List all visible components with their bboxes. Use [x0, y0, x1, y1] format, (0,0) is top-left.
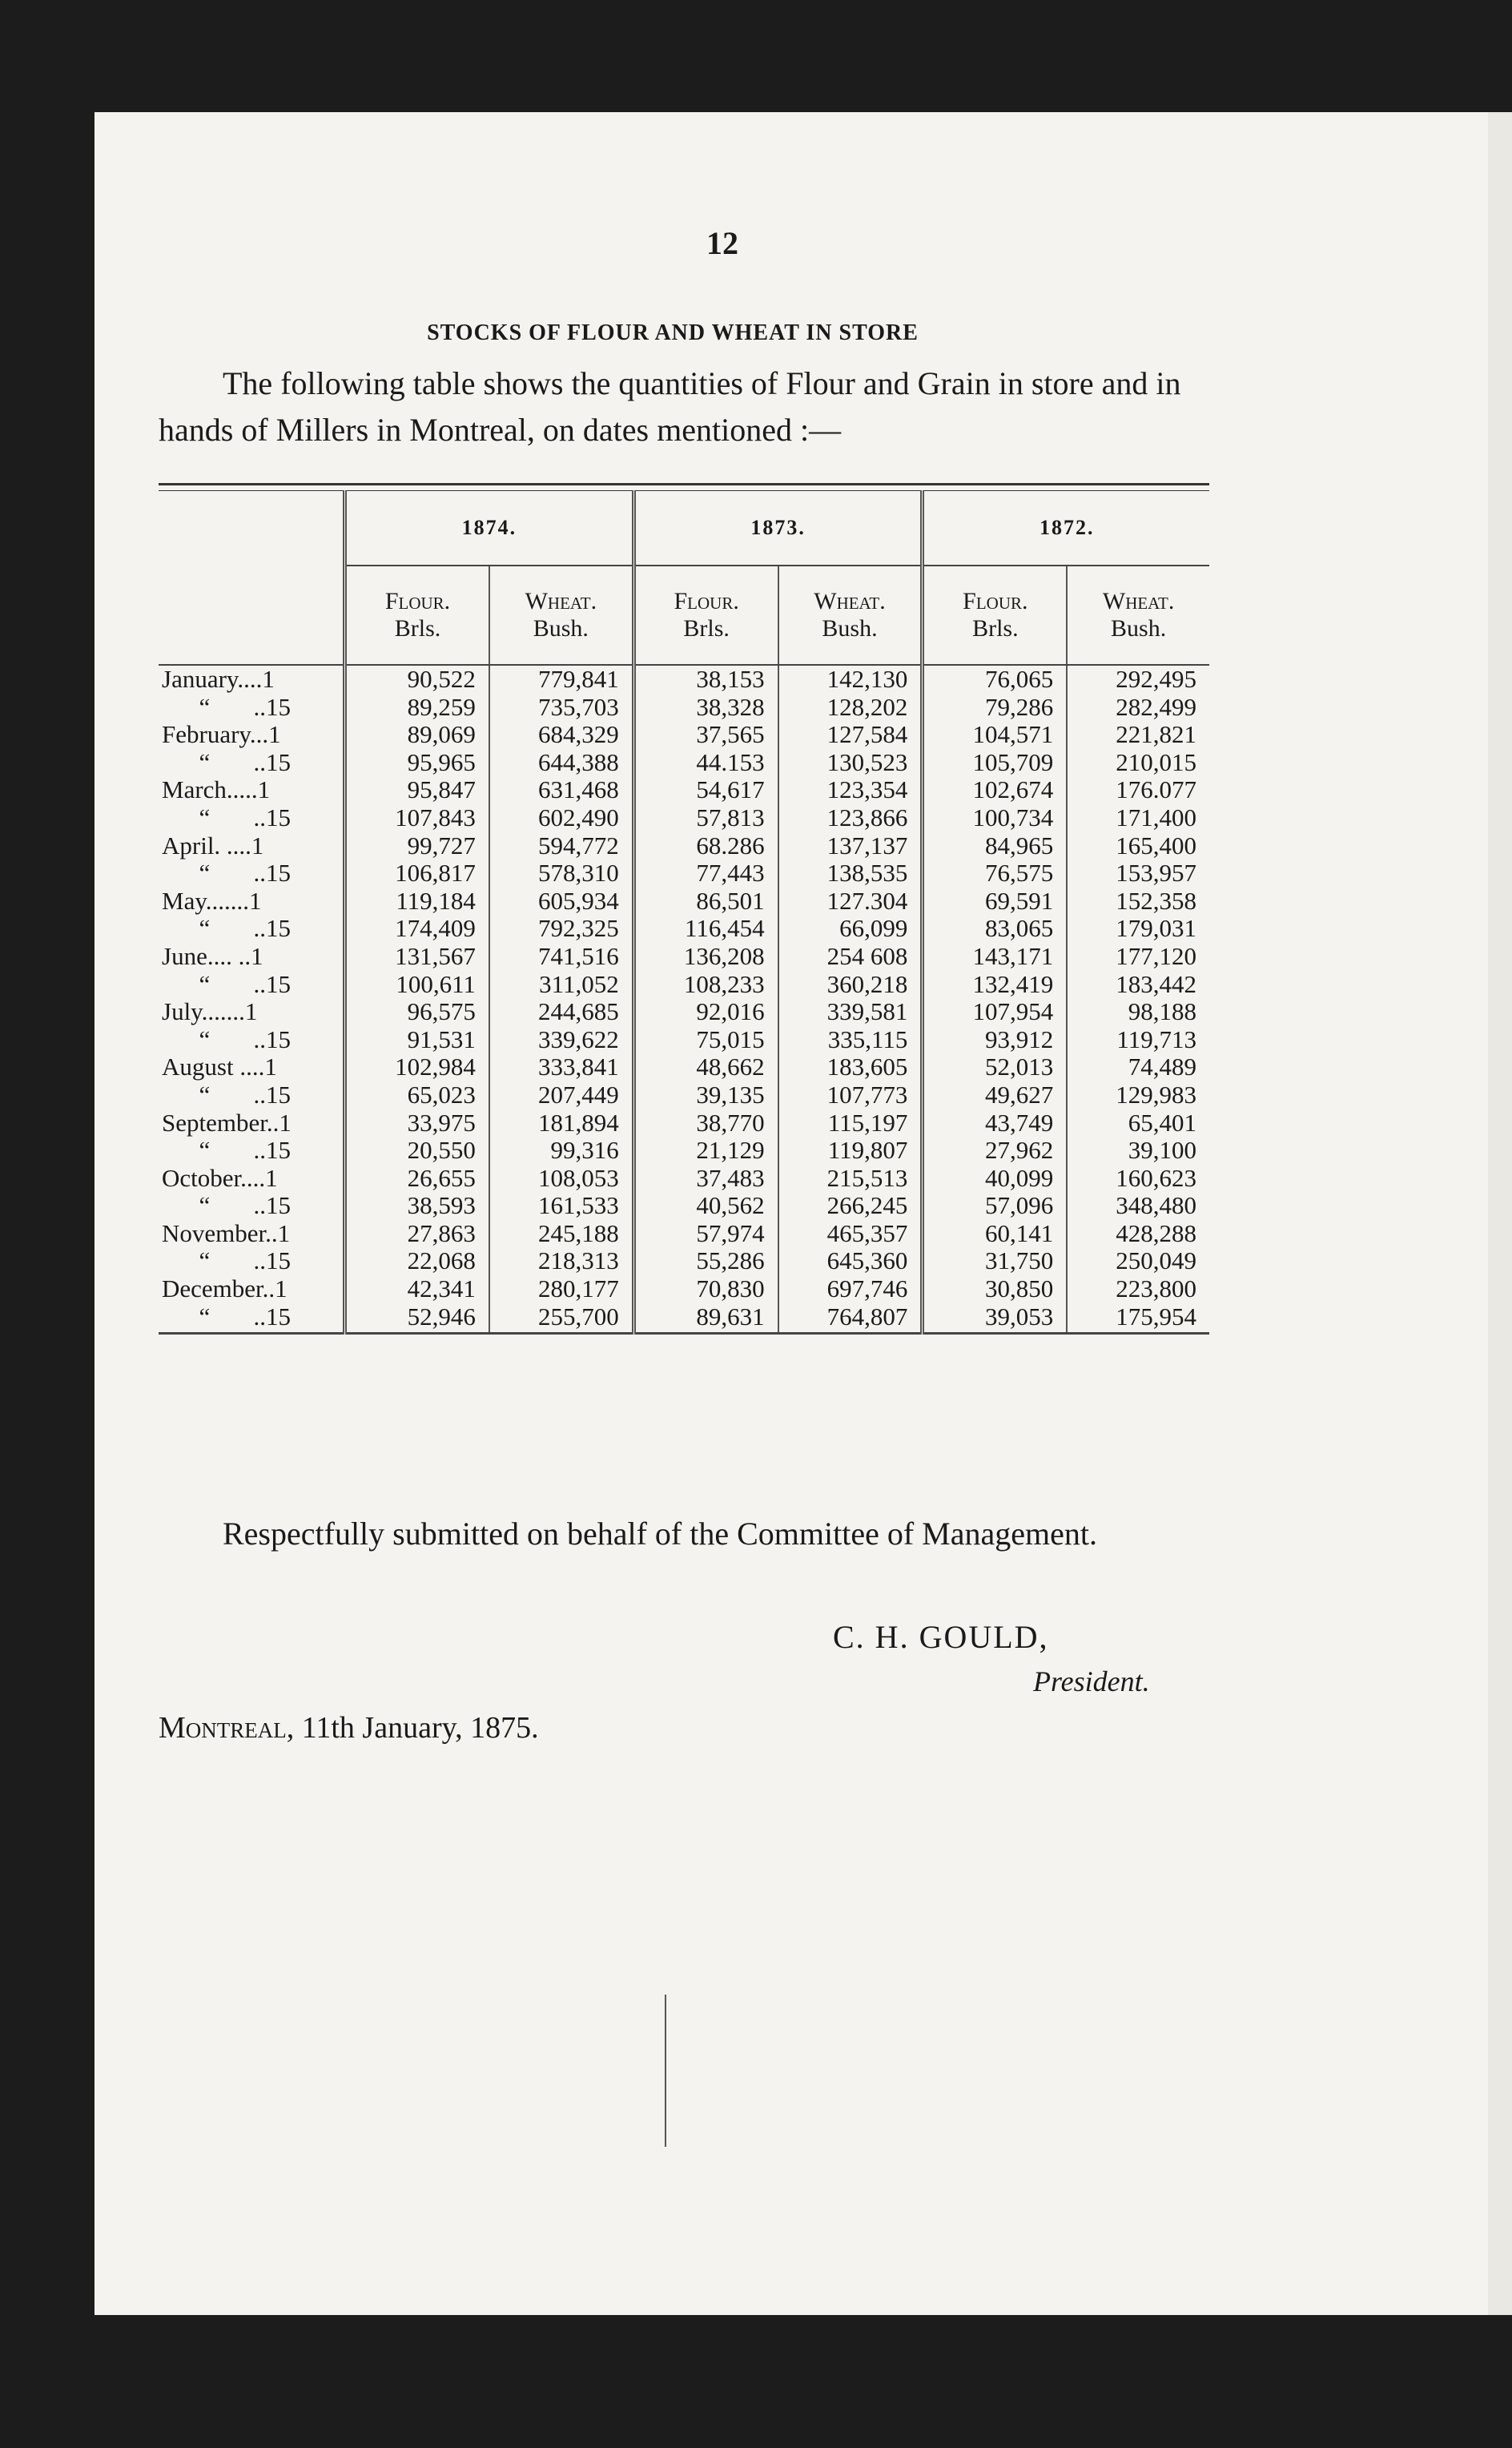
table-cell: 27,863	[345, 1220, 489, 1248]
table-row	[159, 943, 1209, 971]
table-cell: 107,843	[345, 804, 489, 832]
table-cell: 465,357	[778, 1220, 923, 1248]
table-row	[159, 1192, 1209, 1220]
table-cell: 160,623	[1067, 1165, 1209, 1193]
blank-header-cell	[159, 491, 345, 566]
table-cell: 65,023	[345, 1081, 489, 1109]
table-cell: 66,099	[778, 915, 923, 943]
table-cell: 254 608	[778, 943, 923, 971]
table-cell: 74,489	[1067, 1053, 1209, 1081]
table-cell: 90,522	[345, 665, 489, 694]
table-cell: 77,443	[633, 860, 778, 888]
row-date-label: “ ..15	[162, 692, 292, 721]
table-cell: 115,197	[778, 1109, 923, 1137]
row-date-label: “ ..15	[162, 914, 292, 943]
table-cell: 594,772	[489, 832, 633, 860]
table-cell: 57,974	[633, 1220, 778, 1248]
table-cell: 65,401	[1067, 1109, 1209, 1137]
table-cell: 20,550	[345, 1137, 489, 1165]
row-date-label: “ ..15	[159, 1303, 345, 1334]
table-cell: 54,617	[633, 776, 778, 804]
table-cell: 69,591	[923, 888, 1067, 916]
table-cell: 100,611	[345, 971, 489, 999]
table-cell: 92,016	[633, 998, 778, 1026]
table-row	[159, 1275, 1209, 1303]
table-cell: 26,655	[345, 1165, 489, 1193]
table-cell: 106,817	[345, 860, 489, 888]
page-edge	[1488, 112, 1512, 2315]
table-cell: 215,513	[778, 1165, 923, 1193]
table-cell: 93,912	[923, 1026, 1067, 1054]
table-row	[159, 721, 1209, 749]
table-cell: 161,533	[489, 1192, 633, 1220]
table-cell: 171,400	[1067, 804, 1209, 832]
table-cell: 31,750	[923, 1247, 1067, 1275]
blank-header-cell	[159, 566, 345, 665]
col-wheat-1874: Wheat. Bush.	[489, 566, 633, 665]
col-flour-1874: Flour. Brls.	[345, 566, 489, 665]
table-cell: 123,866	[778, 804, 923, 832]
table-row	[159, 1165, 1209, 1193]
table-cell: 684,329	[489, 721, 633, 749]
table-cell: 38,153	[633, 665, 778, 694]
section-heading: STOCKS OF FLOUR AND WHEAT IN STORE	[427, 320, 919, 345]
closing-text: Respectfully submitted on behalf of the Committee of Management.	[223, 1516, 1097, 1552]
table-cell: 645,360	[778, 1247, 923, 1275]
table-cell: 39,135	[633, 1081, 778, 1109]
intro-text: The following table shows the quantities of Flour and Grain in store and in hands of Millers in Montreal, on dates mentioned :—	[159, 365, 1181, 448]
year-header-row	[159, 491, 1209, 566]
col-wheat-1873: Wheat. Bush.	[778, 566, 923, 665]
table-cell: 210,015	[1067, 749, 1209, 777]
table-cell: 735,703	[489, 694, 633, 722]
table-cell: 40,099	[923, 1165, 1067, 1193]
table-cell: 95,847	[345, 776, 489, 804]
table-cell: 644,388	[489, 749, 633, 777]
page-crease-mark	[665, 1995, 666, 2147]
table-cell: 697,746	[778, 1275, 923, 1303]
row-date-label: “ ..15	[162, 859, 292, 888]
table-row	[159, 665, 1209, 694]
row-date-label: July.......1	[162, 997, 258, 1026]
table-cell: 33,975	[345, 1109, 489, 1137]
table-row	[159, 1247, 1209, 1275]
table-row	[159, 915, 1209, 943]
table-cell: 174,409	[345, 915, 489, 943]
table-cell: 119,713	[1067, 1026, 1209, 1054]
table-cell: 741,516	[489, 943, 633, 971]
table-cell: 52,013	[923, 1053, 1067, 1081]
table-cell: 221,821	[1067, 721, 1209, 749]
table-cell: 218,313	[489, 1247, 633, 1275]
row-date-label: “ ..15	[162, 803, 292, 831]
signature-title: President.	[1033, 1665, 1150, 1697]
column-header-row	[159, 566, 1209, 665]
table-cell: 152,358	[1067, 888, 1209, 916]
table-cell: 339,622	[489, 1026, 633, 1054]
table-cell: 37,483	[633, 1165, 778, 1193]
row-date-label: “ ..15	[162, 1136, 292, 1165]
table-cell: 107,954	[923, 998, 1067, 1026]
table-cell: 130,523	[778, 749, 923, 777]
table-cell: 207,449	[489, 1081, 633, 1109]
table-cell: 30,850	[923, 1275, 1067, 1303]
table-cell: 266,245	[778, 1192, 923, 1220]
table-row	[159, 804, 1209, 832]
stocks-table	[159, 483, 1209, 1335]
table-cell: 360,218	[778, 971, 923, 999]
table-cell: 128,202	[778, 694, 923, 722]
table-cell: 428,288	[1067, 1220, 1209, 1248]
table-cell: 49,627	[923, 1081, 1067, 1109]
table-body	[159, 665, 1209, 1333]
table-row	[159, 749, 1209, 777]
table-cell: 57,813	[633, 804, 778, 832]
table-cell: 38,328	[633, 694, 778, 722]
table-cell: 98,188	[1067, 998, 1209, 1026]
table-cell: 127.304	[778, 888, 923, 916]
table-cell: 183,442	[1067, 971, 1209, 999]
table-cell: 605,934	[489, 888, 633, 916]
table-cell: 108,053	[489, 1165, 633, 1193]
table-cell: 89,069	[345, 721, 489, 749]
table-row	[159, 860, 1209, 888]
row-date-label: “ ..15	[162, 1246, 292, 1275]
table-cell: 95,965	[345, 749, 489, 777]
table-cell: 335,115	[778, 1026, 923, 1054]
table-cell: 79,286	[923, 694, 1067, 722]
table-cell: 179,031	[1067, 915, 1209, 943]
row-date-label: “ ..15	[162, 1191, 292, 1220]
table-cell: 348,480	[1067, 1192, 1209, 1220]
table-cell: 108,233	[633, 971, 778, 999]
row-date-label: May.......1	[162, 886, 262, 915]
table-cell: 136,208	[633, 943, 778, 971]
table-cell: 245,188	[489, 1220, 633, 1248]
table-cell: 223,800	[1067, 1275, 1209, 1303]
table-cell: 183,605	[778, 1053, 923, 1081]
table-cell: 42,341	[345, 1275, 489, 1303]
table-cell: 102,674	[923, 776, 1067, 804]
table-cell: 21,129	[633, 1137, 778, 1165]
table-cell: 153,957	[1067, 860, 1209, 888]
table-cell: 43,749	[923, 1109, 1067, 1137]
row-date-label: June.... ..1	[162, 941, 263, 970]
table-cell: 105,709	[923, 749, 1067, 777]
table-row	[159, 1026, 1209, 1054]
table-cell: 70,830	[633, 1275, 778, 1303]
table-cell: 779,841	[489, 665, 633, 694]
table-cell: 102,984	[345, 1053, 489, 1081]
table-cell: 244,685	[489, 998, 633, 1026]
table-cell: 76,575	[923, 860, 1067, 888]
col-wheat-1872: Wheat. Bush.	[1067, 566, 1209, 665]
place: Montreal,	[159, 1711, 295, 1745]
table-top-rule	[159, 485, 1209, 491]
table-row	[159, 1109, 1209, 1137]
table-cell: 60,141	[923, 1220, 1067, 1248]
table-cell: 83,065	[923, 915, 1067, 943]
table-row	[159, 998, 1209, 1026]
date: 11th January, 1875.	[301, 1711, 539, 1745]
page-number: 12	[706, 225, 738, 261]
closing-paragraph	[159, 1512, 1208, 1556]
year-header-1874: 1874.	[345, 491, 634, 566]
table-cell: 68.286	[633, 832, 778, 860]
table-row	[159, 1081, 1209, 1109]
place-date	[159, 1710, 539, 1745]
row-date-label: April. ....1	[162, 831, 264, 860]
table-cell: 282,499	[1067, 694, 1209, 722]
table-cell: 75,015	[633, 1026, 778, 1054]
table-cell: 119,184	[345, 888, 489, 916]
row-date-label: February...1	[162, 720, 281, 749]
year-header-1872: 1872.	[923, 491, 1209, 566]
table-cell: 39,053	[923, 1303, 1067, 1334]
table-cell: 127,584	[778, 721, 923, 749]
row-date-label: August ....1	[162, 1053, 277, 1081]
table-cell: 107,773	[778, 1081, 923, 1109]
table-cell: 602,490	[489, 804, 633, 832]
table-cell: 99,727	[345, 832, 489, 860]
table-cell: 333,841	[489, 1053, 633, 1081]
table-row	[159, 971, 1209, 999]
table-cell: 137,137	[778, 832, 923, 860]
table-cell: 119,807	[778, 1137, 923, 1165]
table-cell: 76,065	[923, 665, 1067, 694]
row-date-label: “ ..15	[162, 747, 292, 776]
table-cell: 27,962	[923, 1137, 1067, 1165]
year-header-1873: 1873.	[633, 491, 923, 566]
table-cell: 48,662	[633, 1053, 778, 1081]
table-row	[159, 888, 1209, 916]
table-cell: 165,400	[1067, 832, 1209, 860]
table-cell: 89,631	[633, 1303, 778, 1334]
row-date-label: September..1	[162, 1108, 292, 1137]
intro-paragraph	[159, 360, 1208, 453]
table-row	[159, 1053, 1209, 1081]
table-cell: 55,286	[633, 1247, 778, 1275]
table-cell: 177,120	[1067, 943, 1209, 971]
row-date-label: “ ..15	[162, 1080, 292, 1109]
table-cell: 91,531	[345, 1026, 489, 1054]
row-date-label: “ ..15	[162, 969, 292, 998]
row-date-label: December..1	[162, 1274, 288, 1303]
table-row	[159, 832, 1209, 860]
table-cell: 86,501	[633, 888, 778, 916]
signature: C. H. GOULD,	[833, 1619, 1049, 1655]
table-cell: 89,259	[345, 694, 489, 722]
table-cell: 131,567	[345, 943, 489, 971]
table-cell: 123,354	[778, 776, 923, 804]
table-cell: 39,100	[1067, 1137, 1209, 1165]
table-cell: 22,068	[345, 1247, 489, 1275]
table-row	[159, 776, 1209, 804]
table-cell: 38,770	[633, 1109, 778, 1137]
table-row	[159, 1303, 1209, 1334]
table-cell: 104,571	[923, 721, 1067, 749]
table-cell: 99,316	[489, 1137, 633, 1165]
table-row	[159, 694, 1209, 722]
table-row	[159, 1137, 1209, 1165]
table-cell: 44.153	[633, 749, 778, 777]
table-cell: 339,581	[778, 998, 923, 1026]
table-cell: 311,052	[489, 971, 633, 999]
table-cell: 37,565	[633, 721, 778, 749]
col-flour-1873: Flour. Brls.	[633, 566, 778, 665]
table-cell: 255,700	[489, 1303, 633, 1334]
table-cell: 792,325	[489, 915, 633, 943]
table-cell: 578,310	[489, 860, 633, 888]
table-cell: 631,468	[489, 776, 633, 804]
table-cell: 176.077	[1067, 776, 1209, 804]
table-cell: 175,954	[1067, 1303, 1209, 1334]
table-cell: 280,177	[489, 1275, 633, 1303]
table-cell: 57,096	[923, 1192, 1067, 1220]
table-cell: 138,535	[778, 860, 923, 888]
table-cell: 52,946	[345, 1303, 489, 1334]
table-row	[159, 1220, 1209, 1248]
table-cell: 143,171	[923, 943, 1067, 971]
row-date-label: October....1	[162, 1163, 278, 1192]
table-cell: 292,495	[1067, 665, 1209, 694]
table-cell: 132,419	[923, 971, 1067, 999]
table-cell: 100,734	[923, 804, 1067, 832]
table-cell: 96,575	[345, 998, 489, 1026]
table-cell: 84,965	[923, 832, 1067, 860]
table-cell: 250,049	[1067, 1247, 1209, 1275]
row-date-label: “ ..15	[162, 1025, 292, 1053]
col-flour-1872: Flour. Brls.	[923, 566, 1067, 665]
row-date-label: March.....1	[162, 775, 271, 804]
table-cell: 38,593	[345, 1192, 489, 1220]
table-cell: 764,807	[778, 1303, 923, 1334]
table-cell: 116,454	[633, 915, 778, 943]
table-cell: 181,894	[489, 1109, 633, 1137]
row-date-label: November..1	[162, 1218, 291, 1247]
table-cell: 142,130	[778, 665, 923, 694]
table-cell: 129,983	[1067, 1081, 1209, 1109]
table-cell: 40,562	[633, 1192, 778, 1220]
row-date-label: January....1	[162, 665, 275, 693]
